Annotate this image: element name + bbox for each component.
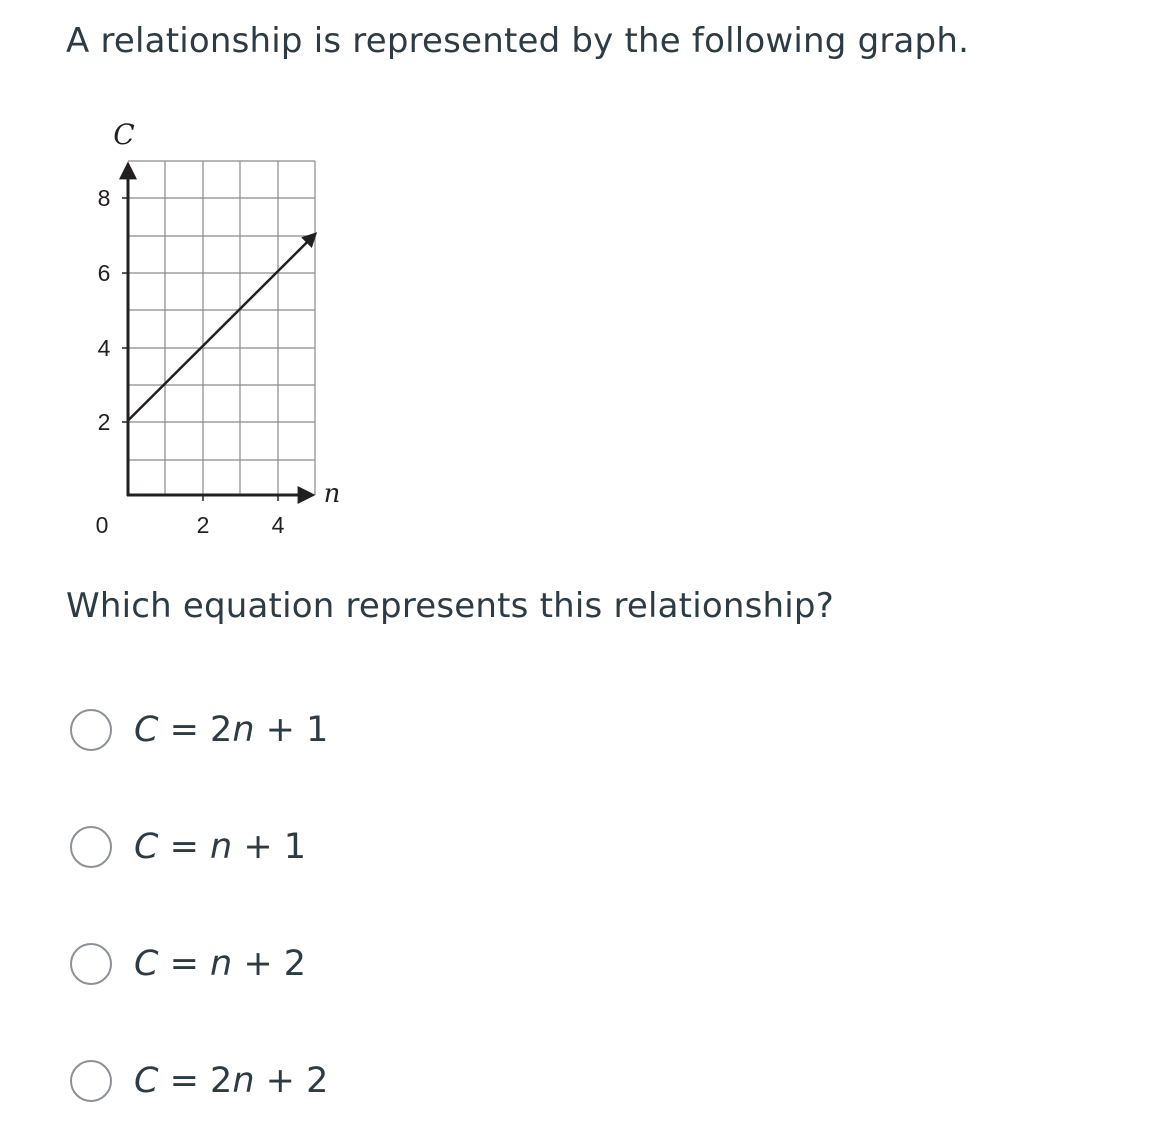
choice-label: C = n + 2 bbox=[134, 944, 307, 984]
x-axis-label: n bbox=[323, 479, 341, 509]
origin-label: 0 bbox=[95, 512, 109, 538]
series-line bbox=[128, 234, 315, 420]
relationship-graph bbox=[80, 110, 380, 550]
choice-label: C = n + 1 bbox=[134, 827, 307, 867]
y-tick-label-4: 4 bbox=[97, 335, 111, 361]
radio-button-icon[interactable] bbox=[70, 826, 112, 868]
choice-label: C = 2n + 1 bbox=[134, 710, 329, 750]
y-tick-label-2: 2 bbox=[97, 409, 111, 435]
y-tick-label-6: 6 bbox=[97, 260, 111, 286]
answer-choice-b[interactable] bbox=[70, 822, 306, 872]
answer-choice-a[interactable] bbox=[70, 705, 328, 755]
radio-button-icon[interactable] bbox=[70, 1060, 112, 1102]
x-tick-label-4: 4 bbox=[271, 512, 285, 538]
x-tick-label-2: 2 bbox=[196, 512, 210, 538]
answer-choice-c[interactable] bbox=[70, 939, 306, 989]
radio-button-icon[interactable] bbox=[70, 943, 112, 985]
choice-label: C = 2n + 2 bbox=[134, 1061, 329, 1101]
question-prompt: A relationship is represented by the following graph. bbox=[66, 21, 970, 61]
radio-button-icon[interactable] bbox=[70, 709, 112, 751]
answer-choice-d[interactable] bbox=[70, 1056, 328, 1106]
y-tick-label-8: 8 bbox=[97, 185, 111, 211]
y-axis-label: C bbox=[113, 118, 135, 151]
question-ask: Which equation represents this relationship? bbox=[66, 586, 834, 626]
